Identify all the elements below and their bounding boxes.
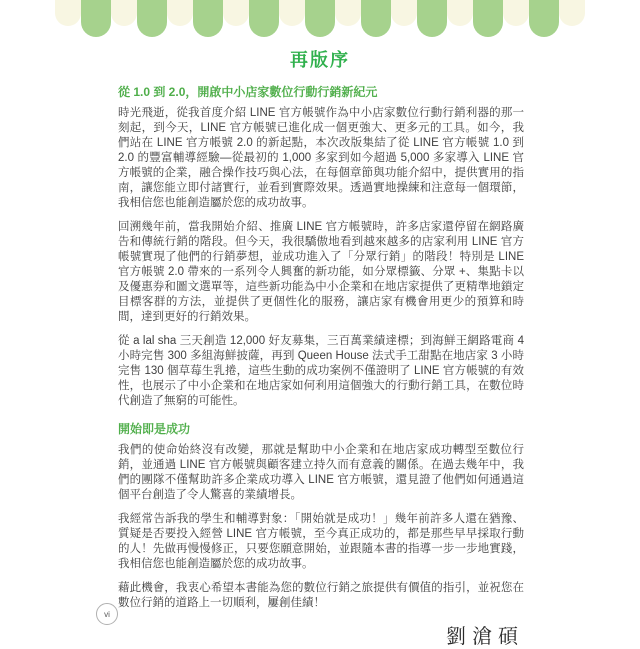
paragraph: 我經常告訴我的學生和輔導對象：「開始就是成功！」幾年前許多人還在猶豫、質疑是否要投入經營 LINE 官方帳號，至今真正成功的，都是那些早早採取行動的人！先做再慢慢修正，只要您願意開始，並跟隨本書的指導一步一步地實踐，我相信您也能創造屬於您的成功故事。 [118,513,524,570]
awning-stripe [111,0,137,26]
awning-stripe [193,0,223,37]
awning-stripe [167,0,193,26]
awning-stripe [249,0,279,37]
awning-stripe [503,0,529,26]
author-signature: 劉滄碩 [446,624,524,648]
page-number-badge: vi [96,603,118,625]
awning-stripe [335,0,361,26]
preface-content [118,84,524,649]
paragraph: 我們的使命始終沒有改變，那就是幫助中小企業和在地店家成功轉型至數位行銷，並通過 LINE 官方帳號與顧客建立持久而有意義的關係。在過去幾年中，我們的團隊不僅幫助許多企業成功導入 LINE 官方帳號，還見證了他們如何通過這個平台創造了令人驚喜的業績增長。 [118,444,524,501]
awning-stripe [361,0,391,37]
awning-stripe [137,0,167,37]
awning-stripe [473,0,503,37]
awning-decoration [55,0,585,37]
awning-stripe [559,0,585,26]
section-heading-1: 從 1.0 到 2.0，開啟中小店家數位行動行銷新紀元 [118,85,378,99]
awning-stripe [417,0,447,37]
awning-stripe [305,0,335,37]
paragraph: 從 a lal sha 三天創造 12,000 好友募集，三百萬業績達標；到海鮮王網路電商 4 小時完售 300 多組海鮮披薩，再到 Queen House 法式手工甜點在地店家 3 小時完售 130 個草莓生乳捲，這些生動的成功案例不僅證明了 LINE 官方帳號的有效性，也展示了中小企業和在地店家如何利用這個強大的行動行銷工具，在數位時代創造了無窮的可能性。 [118,335,524,407]
paragraph: 回溯幾年前，當我開始介紹、推廣 LINE 官方帳號時，許多店家還停留在網路廣告和傳統行銷的階段。但今天，我很驕傲地看到越來越多的店家利用 LINE 官方帳號實現了他們的行銷夢想，並成功進入了「分眾行銷」的階段！特別是 LINE 官方帳號 2.0 帶來的一系列令人興奮的新功能，如分眾標籤、分眾 +、集點卡以及優惠券和圖文選單等，這些新功能為中小企業和在地店家提供了更精準地鎖定目標客群的方法，並提供了更個性化的服務，讓店家有機會用更少的預算和時間，達到更好的行銷效果。 [118,221,524,323]
paragraph: 藉此機會，我衷心希望本書能為您的數位行銷之旅提供有價值的指引，並祝您在數位行銷的道路上一切順利，屢創佳績！ [118,582,524,609]
awning-stripe [279,0,305,26]
section-heading-2: 開始即是成功 [118,422,191,436]
page-title: 再版序 [290,50,350,70]
awning-stripe [447,0,473,26]
awning-stripe [81,0,111,37]
paragraph: 時光飛逝，從我首度介紹 LINE 官方帳號作為中小店家數位行動行銷利器的那一刻起，到今天，LINE 官方帳號已進化成一個更強大、更多元的工具。如今，我們站在 LINE 官方帳號 2.0 的新起點，本次改版集結了從 LINE 官方帳號 1.0 到 2.0 的豐富輔導經驗—從最初的 1,000 多家到如今超過 5,000 多家導入 LINE 官方帳號的企業，融合操作技巧與心法，在每個章節與功能介紹中，提供實用的指南，讓您能立即付諸實行，並看到實際效果。透過實地操練和注意每一個環節，我相信您也能創造屬於您的成功故事。 [118,107,524,209]
awning-stripe [391,0,417,26]
awning-stripe [223,0,249,26]
awning-stripe [529,0,559,37]
awning-stripe [55,0,81,26]
